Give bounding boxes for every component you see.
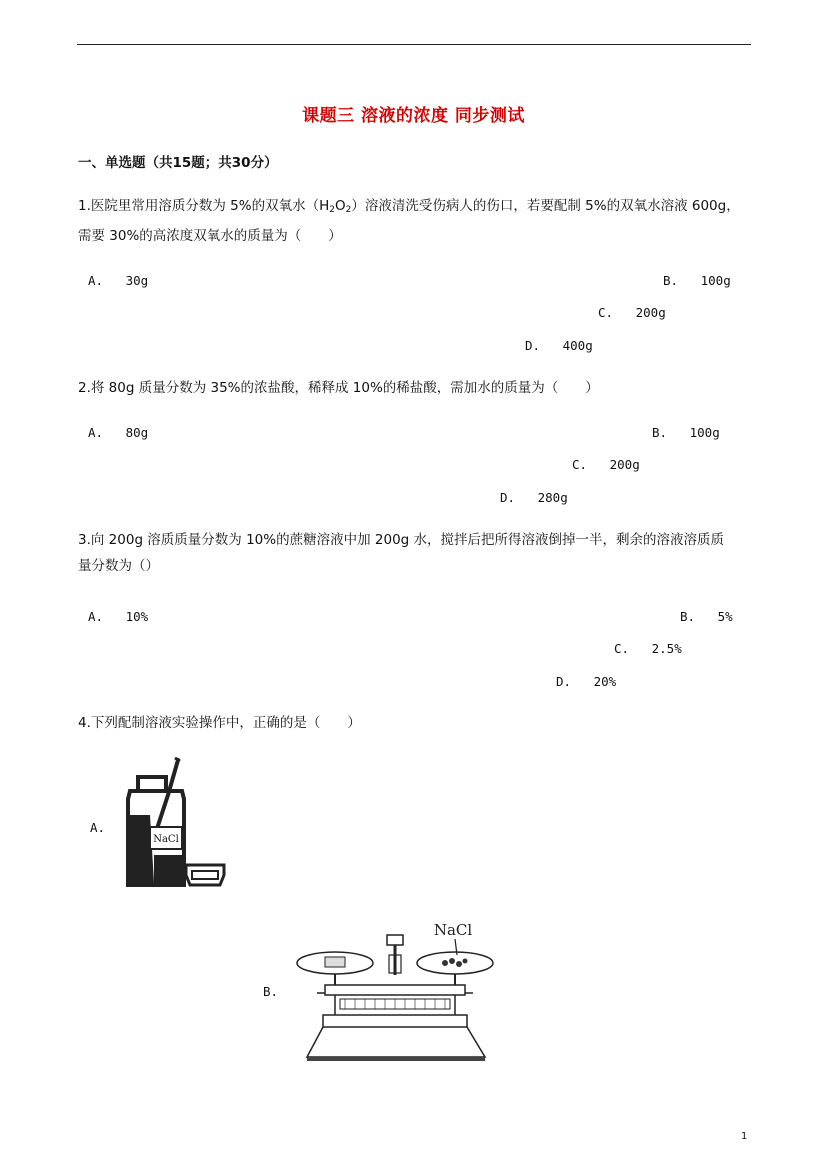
figure-balance [295, 915, 505, 1065]
section-heading: 一、单选题（共15题；共30分） [78, 155, 278, 171]
subscript: 2 [329, 205, 335, 215]
option-b[interactable]: B. 5% [680, 609, 733, 624]
balance-label: NaCl [433, 921, 473, 939]
page-title: 课题三 溶液的浓度 同步测试 [302, 106, 525, 126]
option-b[interactable]: B. 100g [663, 273, 731, 288]
question-2: 2.将 80g 质量分数为 35%的浓盐酸，稀释成 10%的稀盐酸，需加水的质量为（ ） [78, 380, 599, 396]
option-a[interactable]: A. 80g [88, 425, 149, 440]
question-3-text-line2: 量分数为（） [78, 558, 159, 574]
option-a[interactable]: A. [90, 820, 106, 835]
bottle-label: NaCl [153, 834, 179, 845]
option-b[interactable]: B. [263, 984, 279, 999]
question-1-text-o: O [334, 198, 346, 214]
question-1-text-a: 1.医院里常用溶质分数为 5%的双氧水（H [78, 198, 330, 214]
question-1 [78, 193, 758, 249]
figure-reagent-bottle [120, 755, 230, 890]
page-number: 1 [741, 1131, 748, 1142]
option-c[interactable]: C. 200g [572, 457, 640, 472]
option-c[interactable]: C. 200g [598, 305, 666, 320]
question-3 [78, 527, 758, 579]
option-b[interactable]: B. 100g [652, 425, 720, 440]
question-1-text-b: ）溶液清洗受伤病人的伤口，若要配制 5%的双氧水溶液 600g， [351, 198, 740, 214]
option-a[interactable]: A. 30g [88, 273, 149, 288]
question-1-text-line2: 需要 30%的高浓度双氧水的质量为（ ） [78, 228, 342, 244]
question-3-text-line1: 3.向 200g 溶质质量分数为 10%的蔗糖溶液中加 200g 水，搅拌后把所得溶液倒掉一半，剩余的溶液溶质质 [78, 532, 725, 548]
subscript: 2 [345, 205, 352, 215]
question-4: 4.下列配制溶液实验操作中，正确的是（ ） [78, 715, 361, 731]
option-d[interactable]: D. 280g [500, 490, 568, 505]
option-a[interactable]: A. 10% [88, 609, 149, 624]
option-c[interactable]: C. 2.5% [614, 641, 682, 656]
option-d[interactable]: D. 20% [556, 674, 617, 689]
header-rule [77, 44, 751, 45]
option-d[interactable]: D. 400g [525, 338, 593, 353]
